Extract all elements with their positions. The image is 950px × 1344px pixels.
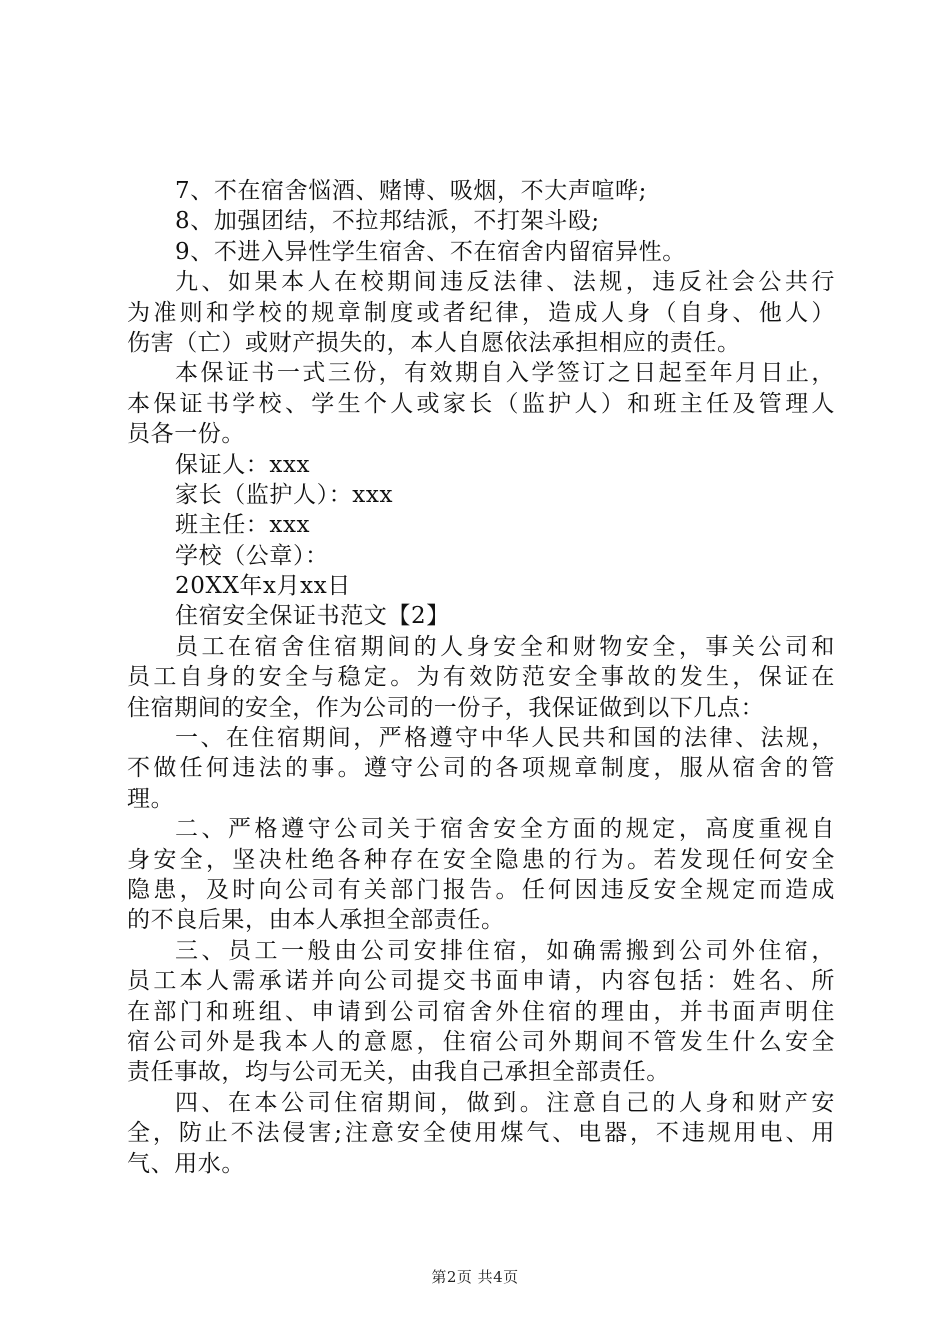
text-line: 的不良后果，由本人承担全部责任。 — [127, 907, 505, 934]
text-line: 理。 — [127, 785, 175, 812]
text-line: 宿公司外是我本人的意愿，住宿公司外期间不管发生什么安全 — [127, 1028, 835, 1055]
text-line: 四、在本公司住宿期间，做到。注意自己的人身和财产安 — [175, 1089, 835, 1116]
text-line: 本保证书学校、学生个人或家长（监护人）和班主任及管理人 — [127, 390, 835, 417]
text-line: 20XX年x月xx日 — [175, 573, 351, 600]
text-line: 本保证书一式三份，有效期自入学签订之日起至年月日止， — [175, 360, 835, 387]
text-line: 学校（公章）： — [175, 542, 329, 569]
text-line: 不做任何违法的事。遵守公司的各项规章制度，服从宿舍的管 — [127, 755, 835, 782]
page-number: 第2页 共4页 — [431, 1268, 519, 1286]
text-line: 气、用水。 — [127, 1150, 245, 1177]
text-line: 一、在住宿期间，严格遵守中华人民共和国的法律、法规， — [175, 725, 835, 752]
text-line: 二、严格遵守公司关于宿舍安全方面的规定，高度重视自 — [175, 816, 835, 843]
text-line: 为准则和学校的规章制度或者纪律，造成人身（自身、他人） — [127, 299, 835, 326]
text-line: 员工本人需承诺并向公司提交书面申请，内容包括：姓名、所 — [127, 968, 835, 995]
text-line: 身安全，坚决杜绝各种存在安全隐患的行为。若发现任何安全 — [127, 846, 835, 873]
text-line: 责任事故，均与公司无关，由我自己承担全部责任。 — [127, 1059, 670, 1086]
text-line: 9、不进入异性学生宿舍、不在宿舍内留宿异性。 — [175, 238, 686, 265]
text-line: 九、如果本人在校期间违反法律、法规，违反社会公共行 — [175, 269, 835, 296]
text-line: 三、员工一般由公司安排住宿，如确需搬到公司外住宿， — [175, 937, 835, 964]
text-line: 班主任：xxx — [175, 512, 311, 539]
text-line: 全，防止不法侵害;注意安全使用煤气、电器，不违规用电、用 — [127, 1120, 835, 1147]
text-line: 8、加强团结，不拉邦结派，不打架斗殴; — [175, 208, 600, 235]
text-line: 隐患，及时向公司有关部门报告。任何因违反安全规定而造成 — [127, 876, 835, 903]
text-line: 住宿期间的安全，作为公司的一份子，我保证做到以下几点： — [127, 694, 765, 721]
text-line: 员工在宿舍住宿期间的人身安全和财物安全，事关公司和 — [175, 633, 835, 660]
section-heading: 住宿安全保证书范文【2】 — [175, 603, 450, 630]
document-body — [127, 176, 835, 1179]
text-line: 员各一份。 — [127, 421, 245, 448]
text-line: 在部门和班组、申请到公司宿舍外住宿的理由，并书面声明住 — [127, 998, 835, 1025]
text-line: 7、不在宿舍悩酒、赌博、吸烟，不大声喧哗; — [175, 178, 647, 204]
text-line: 员工自身的安全与稳定。为有效防范安全事故的发生，保证在 — [127, 664, 835, 691]
text-line: 家长（监护人）：xxx — [175, 481, 394, 508]
text-line: 伤害（亡）或财产损失的，本人自愿依法承担相应的责任。 — [127, 329, 741, 356]
text-line: 保证人：xxx — [175, 451, 311, 478]
